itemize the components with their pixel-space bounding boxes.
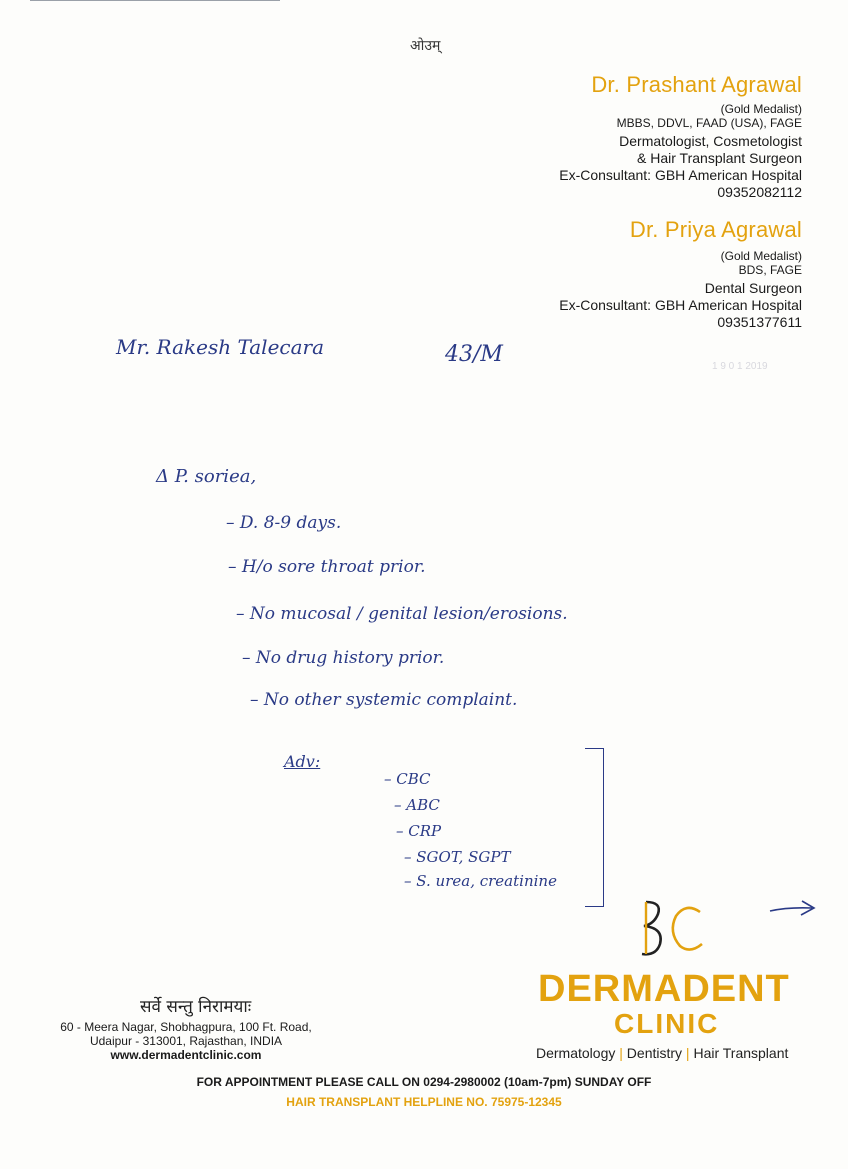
doctor2-phone: 09351377611 (717, 314, 802, 330)
history-item: – No other systemic complaint. (250, 690, 518, 710)
doctor1-ex-consultant: Ex-Consultant: GBH American Hospital (559, 167, 802, 183)
test-item: – CRP (396, 822, 442, 840)
history-item: – No mucosal / genital lesion/erosions. (236, 604, 568, 624)
doctor2-ex-consultant: Ex-Consultant: GBH American Hospital (559, 297, 802, 313)
address-line1: 60 - Meera Nagar, Shobhagpura, 100 Ft. Road, (60, 1020, 312, 1034)
test-item: – SGOT, SGPT (404, 848, 511, 866)
history-item: – H/o sore throat prior. (228, 557, 426, 577)
service-dermatology: Dermatology (536, 1045, 616, 1061)
doctor1-specialty-2: & Hair Transplant Surgeon (637, 150, 802, 166)
date-stamp: 1 9 0 1 2019 (712, 361, 768, 372)
doctor1-degrees: MBBS, DDVL, FAAD (USA), FAGE (616, 116, 802, 130)
patient-age-sex: 43/M (445, 342, 503, 367)
doctor2-name: Dr. Priya Agrawal (629, 217, 802, 242)
logo-name-line1: DERMADENT (538, 968, 790, 1010)
history-item: – No drug history prior. (242, 648, 445, 668)
tests-bracket (585, 748, 604, 907)
test-item: – CBC (384, 770, 431, 788)
logo-name-line2: CLINIC (614, 1008, 720, 1039)
diagnosis: Δ P. soriea, (156, 466, 257, 487)
service-separator: | (619, 1045, 623, 1061)
doctor2-block (559, 217, 802, 331)
patient-name: Mr. Rakesh Talecara (116, 335, 325, 359)
test-item: – S. urea, creatinine (404, 872, 557, 890)
advice-label: Adv: (284, 752, 321, 771)
motto: सर्वे सन्तु निरामयाः (140, 997, 252, 1017)
service-hair-transplant: Hair Transplant (693, 1045, 789, 1061)
bc-monogram-icon (632, 898, 708, 960)
doctor2-degrees: BDS, FAGE (738, 263, 802, 277)
doctor1-phone: 09352082112 (717, 184, 802, 200)
top-border-line (30, 0, 280, 1)
test-item: – ABC (394, 796, 440, 814)
doctor2-award: (Gold Medalist) (720, 249, 802, 263)
services-line (536, 1045, 788, 1061)
doctor1-name: Dr. Prashant Agrawal (591, 72, 802, 97)
address-line2: Udaipur - 313001, Rajasthan, INDIA (89, 1034, 283, 1048)
service-separator: | (685, 1045, 690, 1061)
arrow-icon (768, 898, 818, 922)
history-item: – D. 8-9 days. (226, 513, 342, 533)
doctor2-specialty: Dental Surgeon (704, 280, 802, 296)
om-symbol: ओउम् (410, 38, 441, 54)
website-link[interactable]: www.dermadentclinic.com (110, 1048, 262, 1062)
doctor1-award: (Gold Medalist) (720, 102, 802, 116)
doctor1-block (559, 72, 802, 201)
helpline-line: HAIR TRANSPLANT HELPLINE NO. 75975-12345 (286, 1095, 562, 1109)
service-dentistry: Dentistry (626, 1045, 683, 1061)
doctor1-specialty-1: Dermatologist, Cosmetologist (619, 133, 802, 149)
appointment-line: FOR APPOINTMENT PLEASE CALL ON 0294-2980002 (10am-7pm) SUNDAY OFF (196, 1075, 652, 1089)
